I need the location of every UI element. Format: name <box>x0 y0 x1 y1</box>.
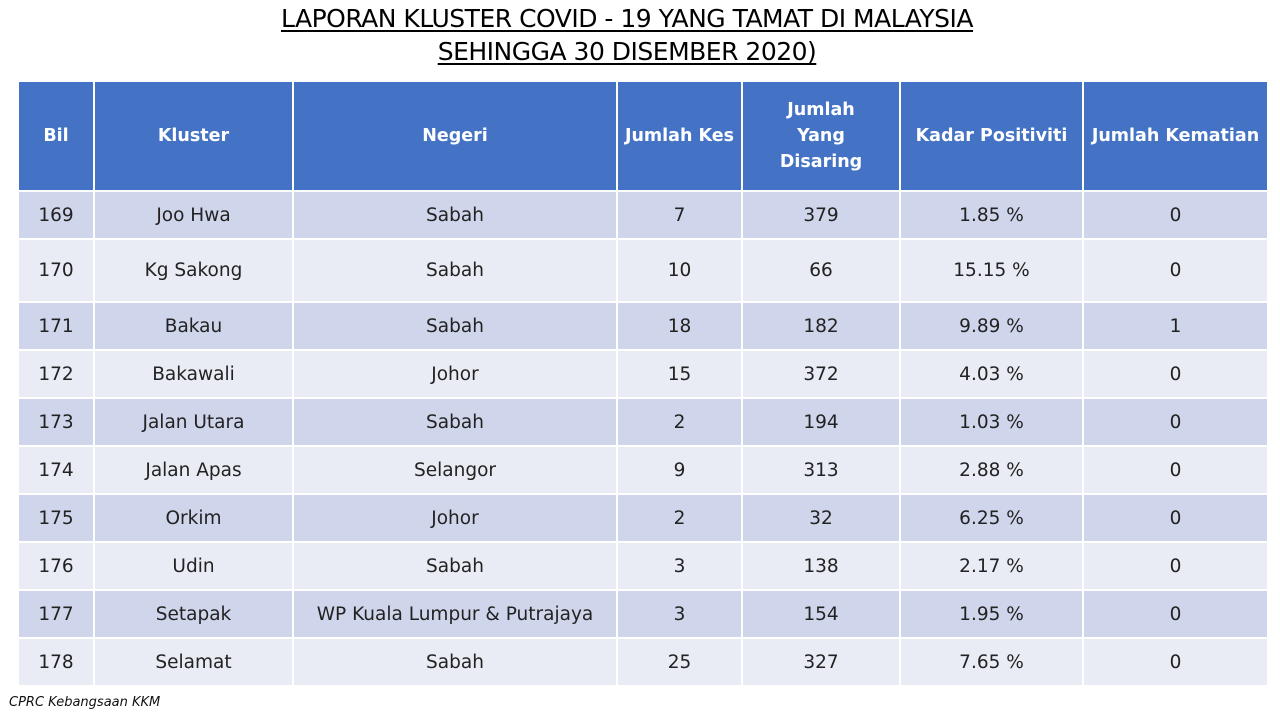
cell-jumlah-disaring: 313 <box>742 446 900 494</box>
cell-kadar-positiviti: 1.03 % <box>900 398 1083 446</box>
cell-kluster: Orkim <box>94 494 293 542</box>
cell-jumlah-disaring: 32 <box>742 494 900 542</box>
cell-bil: 176 <box>18 542 94 590</box>
cell-kluster: Udin <box>94 542 293 590</box>
cell-bil: 169 <box>18 191 94 239</box>
cell-jumlah-disaring: 327 <box>742 638 900 686</box>
table-body <box>18 191 1268 686</box>
cell-negeri: WP Kuala Lumpur & Putrajaya <box>293 590 617 638</box>
header-jumlah-disaring-label: Jumlah Yang Disaring <box>779 100 863 172</box>
cell-jumlah-kes: 7 <box>617 191 742 239</box>
cell-kadar-positiviti: 2.88 % <box>900 446 1083 494</box>
cell-jumlah-kes: 3 <box>617 542 742 590</box>
report-title-line1: LAPORAN KLUSTER COVID - 19 YANG TAMAT DI MALAYSIA <box>280 4 974 33</box>
table-row <box>18 191 1268 239</box>
cell-jumlah-disaring: 138 <box>742 542 900 590</box>
table-header-row <box>18 81 1268 191</box>
cell-kluster: Setapak <box>94 590 293 638</box>
cell-kluster: Joo Hwa <box>94 191 293 239</box>
cell-jumlah-kes: 15 <box>617 350 742 398</box>
cell-bil: 175 <box>18 494 94 542</box>
cell-jumlah-kematian: 0 <box>1083 398 1268 446</box>
cluster-table <box>17 80 1269 687</box>
table-row <box>18 398 1268 446</box>
cell-negeri: Sabah <box>293 542 617 590</box>
cell-negeri: Sabah <box>293 239 617 302</box>
header-kluster: Kluster <box>94 81 293 191</box>
header-jumlah-kes: Jumlah Kes <box>617 81 742 191</box>
cell-negeri: Sabah <box>293 638 617 686</box>
table-row <box>18 542 1268 590</box>
cell-jumlah-kes: 18 <box>617 302 742 350</box>
table-row <box>18 446 1268 494</box>
cell-kadar-positiviti: 2.17 % <box>900 542 1083 590</box>
cell-kadar-positiviti: 1.95 % <box>900 590 1083 638</box>
cell-jumlah-kes: 2 <box>617 398 742 446</box>
header-jumlah-disaring <box>742 81 900 191</box>
cell-kadar-positiviti: 15.15 % <box>900 239 1083 302</box>
cell-jumlah-disaring: 154 <box>742 590 900 638</box>
cell-kadar-positiviti: 9.89 % <box>900 302 1083 350</box>
table-row <box>18 494 1268 542</box>
cell-bil: 173 <box>18 398 94 446</box>
table-row <box>18 638 1268 686</box>
table-row <box>18 350 1268 398</box>
cell-jumlah-kematian: 0 <box>1083 191 1268 239</box>
cell-jumlah-kematian: 0 <box>1083 542 1268 590</box>
cell-negeri: Johor <box>293 350 617 398</box>
report-title <box>0 2 1254 68</box>
cell-kluster: Jalan Apas <box>94 446 293 494</box>
cell-bil: 174 <box>18 446 94 494</box>
cell-negeri: Selangor <box>293 446 617 494</box>
cell-kluster: Selamat <box>94 638 293 686</box>
cell-kluster: Kg Sakong <box>94 239 293 302</box>
header-negeri: Negeri <box>293 81 617 191</box>
report-title-line2: SEHINGGA 30 DISEMBER 2020) <box>437 37 817 66</box>
cell-jumlah-kematian: 0 <box>1083 638 1268 686</box>
cell-bil: 177 <box>18 590 94 638</box>
cell-jumlah-kematian: 0 <box>1083 590 1268 638</box>
cell-jumlah-kes: 25 <box>617 638 742 686</box>
cell-jumlah-kematian: 1 <box>1083 302 1268 350</box>
cell-jumlah-kematian: 0 <box>1083 446 1268 494</box>
cell-bil: 172 <box>18 350 94 398</box>
cell-kluster: Bakau <box>94 302 293 350</box>
cell-bil: 171 <box>18 302 94 350</box>
cell-jumlah-kes: 2 <box>617 494 742 542</box>
cell-jumlah-kes: 3 <box>617 590 742 638</box>
cell-jumlah-kes: 9 <box>617 446 742 494</box>
table-row <box>18 590 1268 638</box>
cell-kadar-positiviti: 4.03 % <box>900 350 1083 398</box>
cell-negeri: Johor <box>293 494 617 542</box>
cell-negeri: Sabah <box>293 398 617 446</box>
cell-kluster: Jalan Utara <box>94 398 293 446</box>
cell-jumlah-kematian: 0 <box>1083 494 1268 542</box>
cell-bil: 178 <box>18 638 94 686</box>
cell-jumlah-disaring: 372 <box>742 350 900 398</box>
cell-jumlah-kematian: 0 <box>1083 239 1268 302</box>
cell-negeri: Sabah <box>293 302 617 350</box>
cell-negeri: Sabah <box>293 191 617 239</box>
header-bil: Bil <box>18 81 94 191</box>
cell-bil: 170 <box>18 239 94 302</box>
cell-jumlah-disaring: 66 <box>742 239 900 302</box>
table-row <box>18 302 1268 350</box>
cell-jumlah-disaring: 182 <box>742 302 900 350</box>
cell-jumlah-disaring: 379 <box>742 191 900 239</box>
cell-kadar-positiviti: 1.85 % <box>900 191 1083 239</box>
header-kadar-positiviti: Kadar Positiviti <box>900 81 1083 191</box>
header-jumlah-kematian: Jumlah Kematian <box>1083 81 1268 191</box>
cell-jumlah-disaring: 194 <box>742 398 900 446</box>
cell-kadar-positiviti: 7.65 % <box>900 638 1083 686</box>
cell-jumlah-kes: 10 <box>617 239 742 302</box>
table-row <box>18 239 1268 302</box>
source-footer: CPRC Kebangsaan KKM <box>9 695 161 710</box>
cell-jumlah-kematian: 0 <box>1083 350 1268 398</box>
cell-kadar-positiviti: 6.25 % <box>900 494 1083 542</box>
cell-kluster: Bakawali <box>94 350 293 398</box>
